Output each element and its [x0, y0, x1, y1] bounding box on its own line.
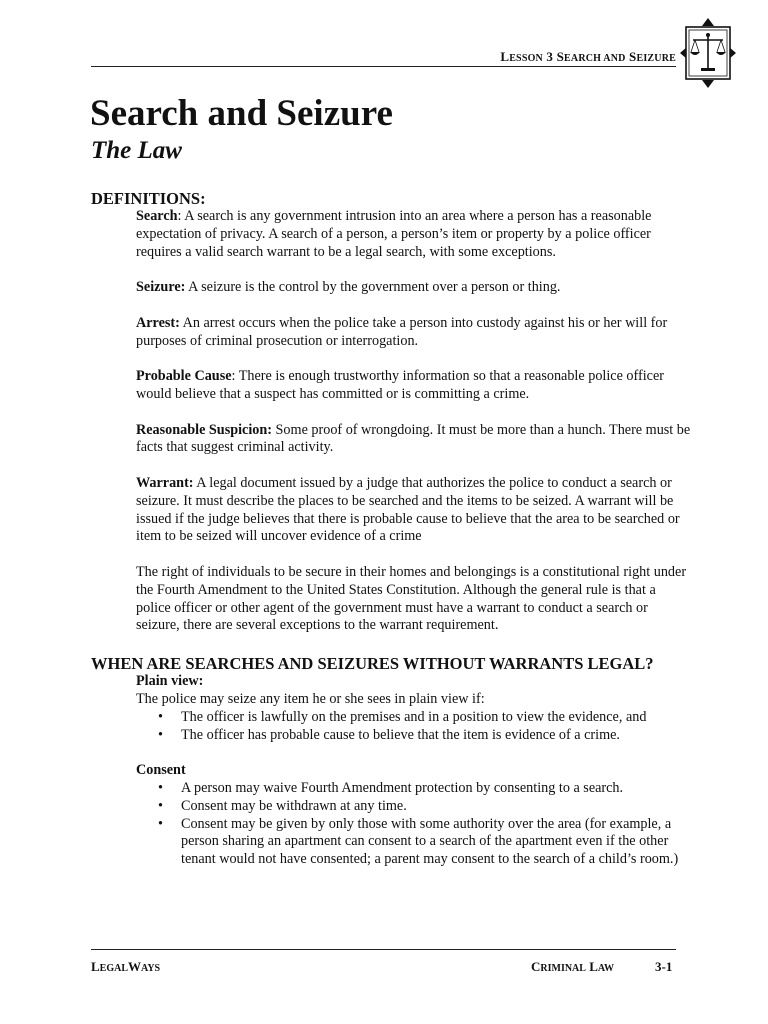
running-header — [500, 49, 676, 65]
list-item: • Consent may be withdrawn at any time. — [158, 797, 407, 814]
bullet-icon: • — [158, 797, 163, 814]
list-item: • The officer has probable cause to believe that the item is evidence of a crime. — [158, 726, 620, 743]
definition-seizure: Seizure: A seizure is the control by the government over a person or thing. — [136, 279, 561, 296]
list-item: • A person may waive Fourth Amendment protection by consenting to a search. — [158, 779, 624, 796]
fourth-amendment-paragraph: The right of individuals to be secure in their homes and belongings is a constitutional right under the Fourth Amendment to the United States Constitution. Although the general rule is that a police officer or other agent of the government must have a warrant to conduct a search or seizure, there are several exceptions to the warrant requirement. — [136, 563, 687, 634]
consent-list — [136, 780, 691, 869]
header-lesson-initial: L — [500, 49, 510, 64]
page-subtitle: The Law — [91, 137, 182, 164]
bullet-icon: • — [158, 815, 163, 832]
list-item: • Consent may be given by only those with some authority over the area (for example, a person sharing an apartment can consent to a search of the apartment even if the other tenant would not have consented; a parent may consent to the search of a child’s room.) — [158, 815, 679, 868]
definition-arrest: Arrest: An arrest occurs when the police take a person into custody against his or her will for purposes of criminal prosecution or interrogation. — [136, 314, 668, 349]
definition-search: Search: A search is any government intrusion into an area where a person has a reasonable expectation of privacy. A search of a person, a person’s item or property by a police officer requires a valid search warrant to be a legal search, with some exceptions. — [136, 208, 652, 260]
bullet-icon: • — [158, 726, 163, 743]
plain-view-intro: The police may seize any item he or she sees in plain view if: — [136, 690, 485, 707]
header-seizure-initial: S — [625, 49, 637, 64]
header-search-initial: S — [556, 49, 565, 64]
footer-course: CRIMINAL LAW — [531, 959, 614, 974]
list-item: • The officer is lawfully on the premises and in a position to view the evidence, and — [158, 708, 647, 725]
header-lesson-number: 3 — [542, 49, 557, 64]
footer-brand: LEGALWAYS — [91, 959, 161, 974]
definition-warrant: Warrant: A legal document issued by a judge that authorizes the police to conduct a search or seizure. It must describe the places to be searched and the items to be seized. A warrant will be issued if the judge believes that there is probable cause to believe that the area to be searched or item to be seized will uncover evidence of a crime — [136, 474, 680, 545]
header-rule — [91, 66, 676, 67]
plain-view-list — [136, 709, 691, 745]
main-content — [91, 189, 691, 869]
header-search-rest: EARCH AND — [564, 53, 626, 64]
exceptions-section — [136, 673, 691, 869]
footer-rule — [91, 949, 676, 950]
header-seizure-rest: EIZURE — [636, 53, 676, 64]
header-lesson-rest: ESSON — [509, 53, 543, 64]
page-number: 3-1 — [655, 959, 673, 974]
definitions-heading: DEFINITIONS: — [91, 189, 206, 208]
plain-view-label: Plain view: — [136, 673, 204, 690]
consent-label: Consent — [136, 762, 186, 779]
page-title: Search and Seizure — [90, 93, 393, 134]
when-heading: WHEN ARE SEARCHES AND SEIZURES WITHOUT WARRANTS LEGAL? — [91, 654, 654, 674]
bullet-icon: • — [158, 779, 163, 796]
bullet-icon: • — [158, 708, 163, 725]
definition-probable-cause: Probable Cause: There is enough trustworthy information so that a reasonable police officer would believe that a suspect has committed or is committing a crime. — [136, 368, 664, 402]
scales-of-justice-icon — [678, 16, 738, 90]
definition-reasonable-suspicion: Reasonable Suspicion: Some proof of wrongdoing. It must be more than a hunch. There must be facts that suggest criminal activity. — [136, 421, 691, 456]
definitions-list — [136, 208, 691, 635]
